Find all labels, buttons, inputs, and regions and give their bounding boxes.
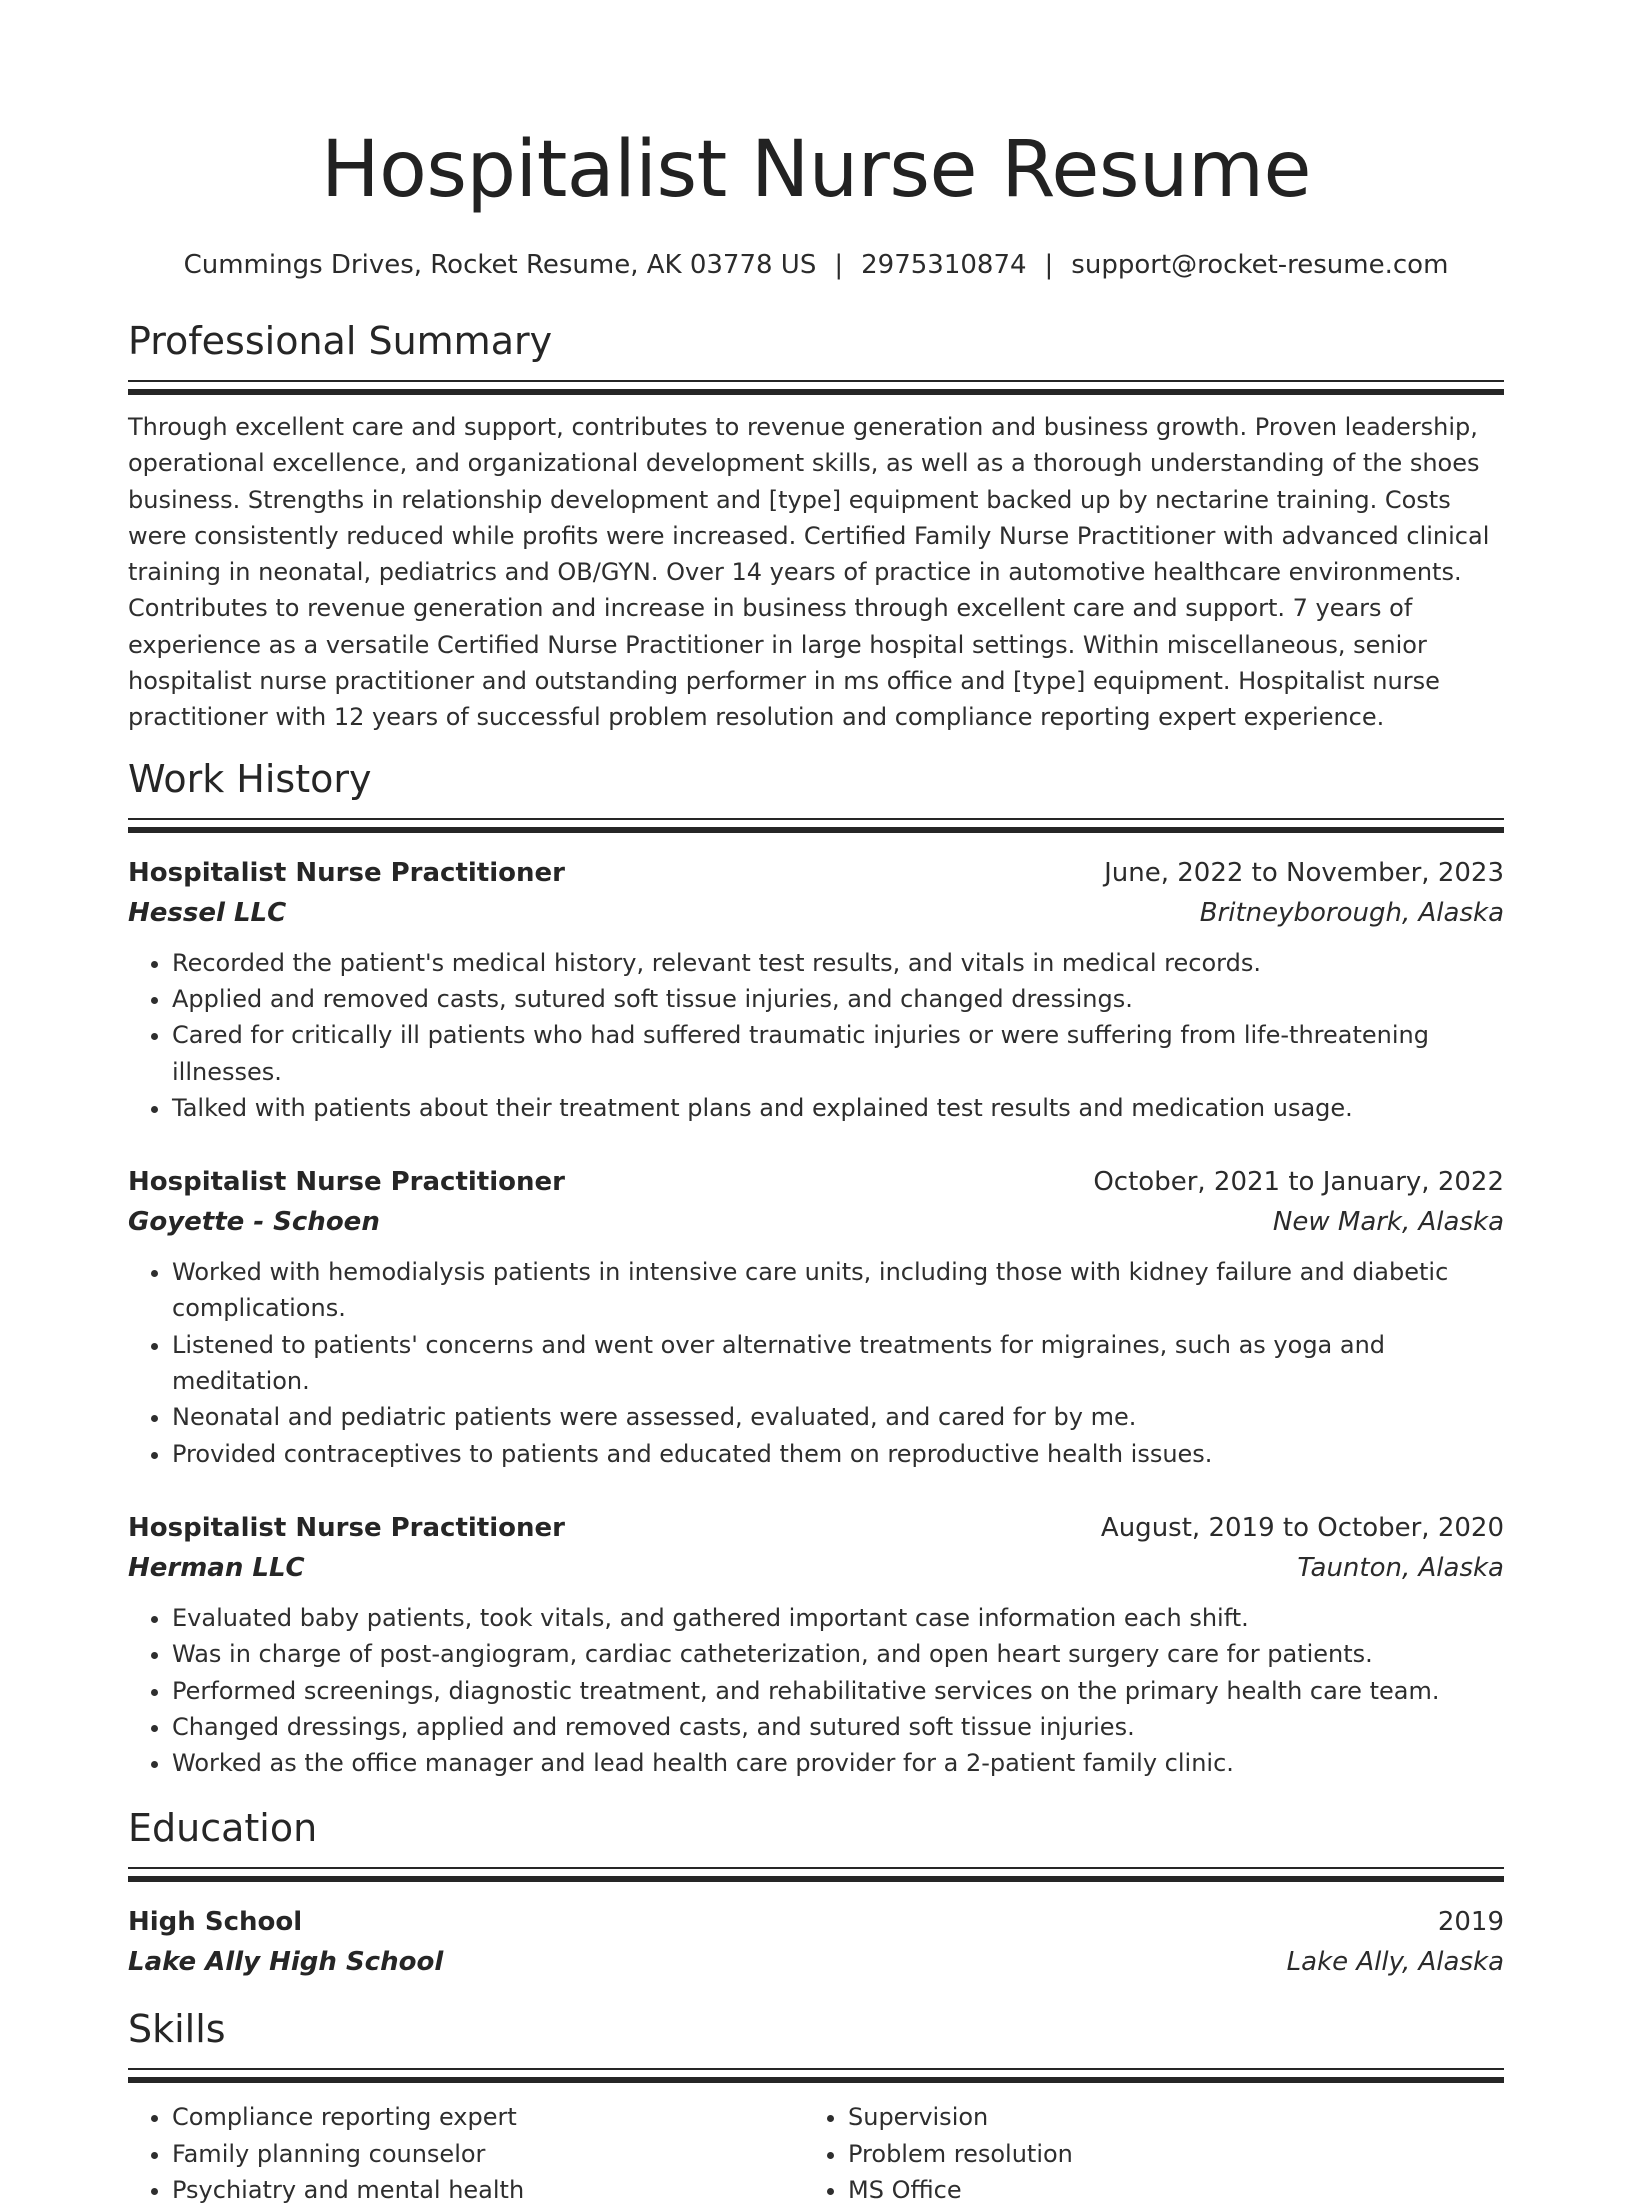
skill-item: • Supervision — [848, 2099, 1480, 2135]
job-title: Hospitalist Nurse Practitioner — [128, 1512, 565, 1543]
section-divider — [128, 380, 1504, 395]
skill-item: • MS Office — [848, 2172, 1480, 2208]
job-dates: October, 2021 to January, 2022 — [1093, 1167, 1504, 1198]
section-divider — [128, 2068, 1504, 2083]
duty-item: • Performed screenings, diagnostic treatment, and rehabilitative services on the primary health care team. — [172, 1673, 1504, 1709]
section-divider — [128, 818, 1504, 833]
school-name: Lake Ally High School — [128, 1947, 444, 1978]
job-location: Britneyborough, Alaska — [1199, 897, 1504, 928]
job-dates: August, 2019 to October, 2020 — [1100, 1512, 1504, 1543]
degree: High School — [128, 1907, 303, 1938]
job-entry — [128, 853, 1504, 1126]
duty-item: • Talked with patients about their treatment plans and explained test results and medication usage. — [172, 1090, 1504, 1126]
company-name: Herman LLC — [128, 1552, 305, 1583]
skills-list — [128, 2099, 1504, 2208]
education-entry — [128, 1902, 1504, 1982]
separator: | — [1044, 250, 1054, 280]
school-location: Lake Ally, Alaska — [1286, 1947, 1504, 1978]
summary-text: Through excellent care and support, contributes to revenue generation and business growth. Proven leadership, operational excellence, and organizational development skills, as well as a thorough understanding of the shoes business. Strengths in relationship development and [type] equipment backed up by nectarine training. Costs were consistently reduced while profits were increased. Certified Family Nurse Practitioner with advanced clinical training in neonatal, pediatrics and OB/GYN. Over 14 years of practice in automotive healthcare environments. Contributes to revenue generation and increase in business through excellent care and support. 7 years of experience as a versatile Certified Nurse Practitioner in large hospital settings. Within miscellaneous, senior hospitalist nurse practitioner and outstanding performer in ms office and [type] equipment. Hospitalist nurse practitioner with 12 years of successful problem resolution and compliance reporting expert experience. — [128, 413, 1490, 732]
skill-item: • Psychiatry and mental health — [172, 2172, 804, 2208]
skills-column-left — [128, 2099, 804, 2208]
separator: | — [834, 250, 844, 280]
address: Cummings Drives, Rocket Resume, AK 03778 US — [183, 250, 817, 280]
duty-item: • Evaluated baby patients, took vitals, and gathered important case information each shift. — [172, 1600, 1504, 1636]
company-name: Hessel LLC — [128, 897, 287, 928]
summary-section — [128, 316, 1504, 736]
duty-item: • Changed dressings, applied and removed casts, and sutured soft tissue injuries. — [172, 1709, 1504, 1745]
phone: 2975310874 — [861, 250, 1027, 280]
job-title: Hospitalist Nurse Practitioner — [128, 1167, 565, 1198]
duty-item: • Recorded the patient's medical history, relevant test results, and vitals in medical records. — [172, 945, 1504, 981]
skill-item: • Family planning counselor — [172, 2136, 804, 2172]
job-entry — [128, 1508, 1504, 1781]
duty-item: • Neonatal and pediatric patients were assessed, evaluated, and cared for by me. — [172, 1399, 1504, 1435]
duty-item: • Provided contraceptives to patients and educated them on reproductive health issues. — [172, 1436, 1504, 1472]
duty-item: • Listened to patients' concerns and went over alternative treatments for migraines, such as yoga and meditation. — [172, 1327, 1504, 1400]
skills-section — [128, 2004, 1504, 2208]
work-history-section — [128, 754, 1504, 1782]
section-title-education: Education — [128, 1806, 318, 1851]
section-title-skills: Skills — [128, 2007, 226, 2052]
duty-item: • Was in charge of post-angiogram, cardiac catheterization, and open heart surgery care for patients. — [172, 1636, 1504, 1672]
job-duties — [128, 945, 1504, 1126]
company-name: Goyette - Schoen — [128, 1207, 380, 1238]
skills-column-right — [804, 2099, 1480, 2208]
email: support@rocket-resume.com — [1071, 250, 1449, 280]
section-title-summary: Professional Summary — [128, 319, 553, 363]
job-location: New Mark, Alaska — [1272, 1207, 1504, 1238]
education-section — [128, 1803, 1504, 1982]
skill-item: • Compliance reporting expert — [172, 2099, 804, 2135]
resume-title: Hospitalist Nurse Resume — [321, 125, 1311, 215]
job-duties — [128, 1600, 1504, 1781]
job-dates: June, 2022 to November, 2023 — [1104, 857, 1504, 888]
duty-item: • Worked with hemodialysis patients in intensive care units, including those with kidney failure and diabetic complications. — [172, 1254, 1504, 1327]
contact-line — [128, 248, 1504, 282]
job-entry — [128, 1162, 1504, 1472]
graduation-year: 2019 — [1437, 1907, 1504, 1938]
job-location: Taunton, Alaska — [1297, 1552, 1504, 1583]
duty-item: • Worked as the office manager and lead health care provider for a 2-patient family clinic. — [172, 1745, 1504, 1781]
duty-item: • Cared for critically ill patients who had suffered traumatic injuries or were suffering from life-threatening illnesses. — [172, 1017, 1504, 1090]
section-title-work: Work History — [128, 756, 372, 801]
job-title: Hospitalist Nurse Practitioner — [128, 857, 565, 888]
skill-item: • Problem resolution — [848, 2136, 1480, 2172]
section-divider — [128, 1867, 1504, 1882]
job-duties — [128, 1254, 1504, 1472]
duty-item: • Applied and removed casts, sutured soft tissue injuries, and changed dressings. — [172, 981, 1504, 1017]
